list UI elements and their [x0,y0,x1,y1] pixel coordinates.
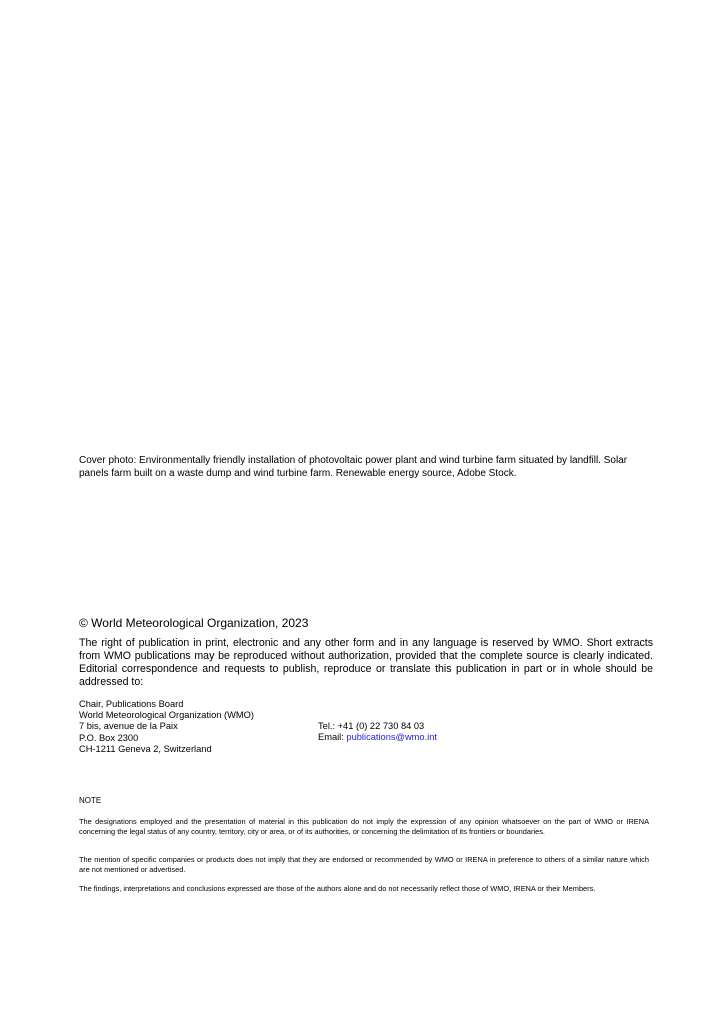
contact-details [318,721,437,743]
note-heading: NOTE [79,796,102,805]
address-line: World Meteorological Organization (WMO) [79,710,254,721]
note-paragraph-findings: The findings, interpretations and conclusions expressed are those of the authors alone and do not necessarily reflect those of WMO, IRENA or their Members. [79,884,596,893]
address-line: P.O. Box 2300 [79,732,139,743]
cover-photo-caption: Cover photo: Environmentally friendly installation of photovoltaic power plant and wind turbine farm situated by landfill. Solar panels farm built on a waste dump and wind turbine farm. Renewable energy source, Adobe Stock. [79,455,628,479]
copyright-notice: © World Meteorological Organization, 2023 [79,616,309,630]
telephone: Tel.: +41 (0) 22 730 84 03 [318,721,425,731]
email-link[interactable]: publications@wmo.int [346,732,437,743]
rights-statement: The right of publication in print, electronic and any other form and in any language is reserved by WMO. Short extracts from WMO publications may be reproduced without authorization, provided that the complete source is clearly indicated. Editorial correspondence and requests to publish, reproduce or translate this publication in part or in whole should be addressed to: [79,637,653,688]
address-line: 7 bis, avenue de la Paix [79,721,178,732]
address-line: CH-1211 Geneva 2, Switzerland [79,743,212,754]
email-line [318,732,437,743]
postal-address [79,699,254,755]
address-line: Chair, Publications Board [79,699,184,709]
email-label: Email: [318,732,347,743]
note-paragraph-designations: The designations employed and the presentation of material in this publication do not imply the expression of any opinion whatsoever on the part of WMO or IRENA concerning the legal status of any country, territory, city or area, or of its authorities, or concerning the delimitation of its frontiers or boundaries. [79,817,649,836]
note-paragraph-mention: The mention of specific companies or products does not imply that they are endorsed or recommended by WMO or IRENA in preference to others of a similar nature which are not mentioned or advertised. [79,855,649,874]
